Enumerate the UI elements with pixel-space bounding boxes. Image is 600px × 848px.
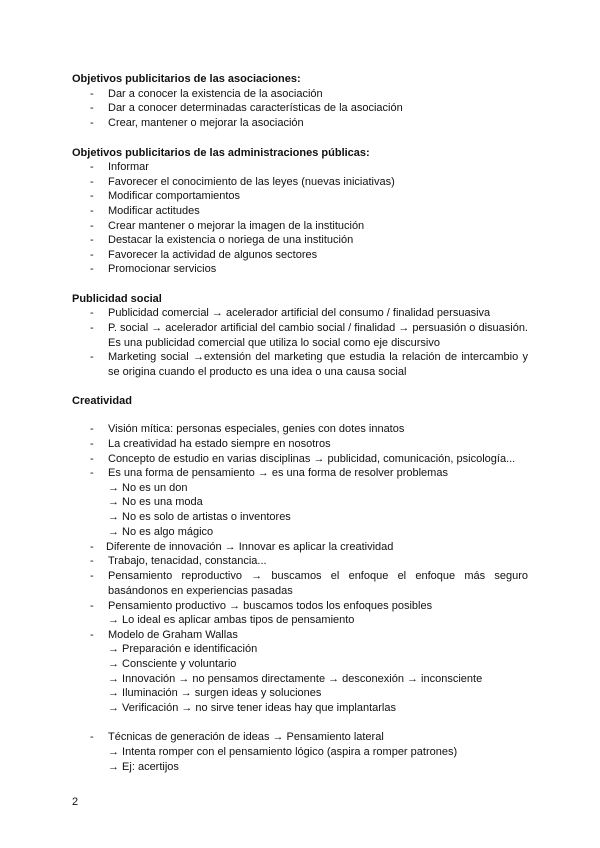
heading-creatividad: Creatividad <box>72 395 132 407</box>
sub-item: → No es una moda <box>108 496 203 508</box>
sub-item: → No es algo mágico <box>108 526 214 538</box>
list-item: - P. social → acelerador artificial del cambio social / finalidad → persuasión o disuasión. Es una publicidad comercial que utiliza lo social como eje discursivo <box>90 322 528 349</box>
heading-administraciones: Objetivos publicitarios de las administraciones públicas: <box>72 147 370 159</box>
sub-item: → Verificación → no sirve tener ideas hay que implantarlas <box>108 702 396 714</box>
list-item: - Marketing social →extensión del marketing que estudia la relación de intercambio y se origina cuando el producto es una idea o una causa social <box>90 351 528 378</box>
sub-item: → Consciente y voluntario <box>108 658 237 670</box>
sub-item: → Preparación e identificación <box>108 643 258 655</box>
sub-item: → No es solo de artistas o inventores <box>108 511 291 523</box>
document-page: Objetivos publicitarios de las asociaciones: - Dar a conocer la existencia de la asociación - Dar a conocer determinadas características de la asociación - Crear, mantener o mejorar la asociación Objetivos publicitarios de las administraciones públicas: - Informar - Favorecer el conocimiento de las leyes (nuevas iniciativas) - Modificar comportamientos - Modificar actitudes - Crear mantener o mejorar la imagen de la institución - Destacar la existencia o noriega de una institución - Favorecer la actividad de algunos sectores - Promocionar servicios Publicidad social - Publicidad comercial → acelerador artificial del consumo / finalidad persuasiva - P. social → acelerador artificial del cambio social / finalidad → persuasión o disuasión. Es una publicidad comercial que utiliza lo social como eje discursivo - Marketing social →extensión del marketing que estudia la relación de intercambio y se origina cuando el producto es una idea o una causa social Creatividad - Visión mítica: personas especiales, genies con dotes innatos - La creatividad ha estado siempre en nosotros - Concepto de estudio en varias disciplinas → publicidad, comunicación, psicología... - Es una forma de pensamiento → es una forma de resolver problemas → No es un don → No es una moda → No es solo de artistas o inventores → No es algo mágico - Diferente de innovación → Innovar es aplicar la creatividad - Trabajo, tenacidad, constancia... - Pensamiento reproductivo → buscamos el enfoque el enfoque más seguro basándonos en experiencias pasadas - Pensamiento productivo → buscamos todos los enfoques posibles → Lo ideal es aplicar ambas tipos de pensamiento - Modelo de Graham Wallas → Preparación e identificación → Consciente y voluntario → Innovación → no pensamos directamente → desconexión → inconsciente → Iluminación → surgen ideas y soluciones → Verificación → no sirve tener ideas hay que implantarlas - Técnicas de generación de ideas → Pensamiento lateral → Intenta romper con el pensamiento lógico (aspira a romper patrones) → Ej: acertijos 2 <box>0 0 600 848</box>
heading-publicidad-social: Publicidad social <box>72 293 162 305</box>
sub-item: → Ej: acertijos <box>108 761 179 773</box>
sub-item: → Intenta romper con el pensamiento lógico (aspira a romper patrones) <box>108 746 458 758</box>
sub-item: → Iluminación → surgen ideas y soluciones <box>108 687 322 699</box>
sub-item: → No es un don <box>108 482 188 494</box>
page-number: 2 <box>72 796 79 808</box>
heading-asociaciones: Objetivos publicitarios de las asociaciones: <box>72 73 301 85</box>
sub-item: → Lo ideal es aplicar ambas tipos de pensamiento <box>108 614 355 626</box>
list-item: - Pensamiento reproductivo → buscamos el enfoque el enfoque más seguro basándonos en experiencias pasadas <box>90 570 528 597</box>
sub-item: → Innovación → no pensamos directamente → desconexión → inconsciente <box>108 673 483 685</box>
